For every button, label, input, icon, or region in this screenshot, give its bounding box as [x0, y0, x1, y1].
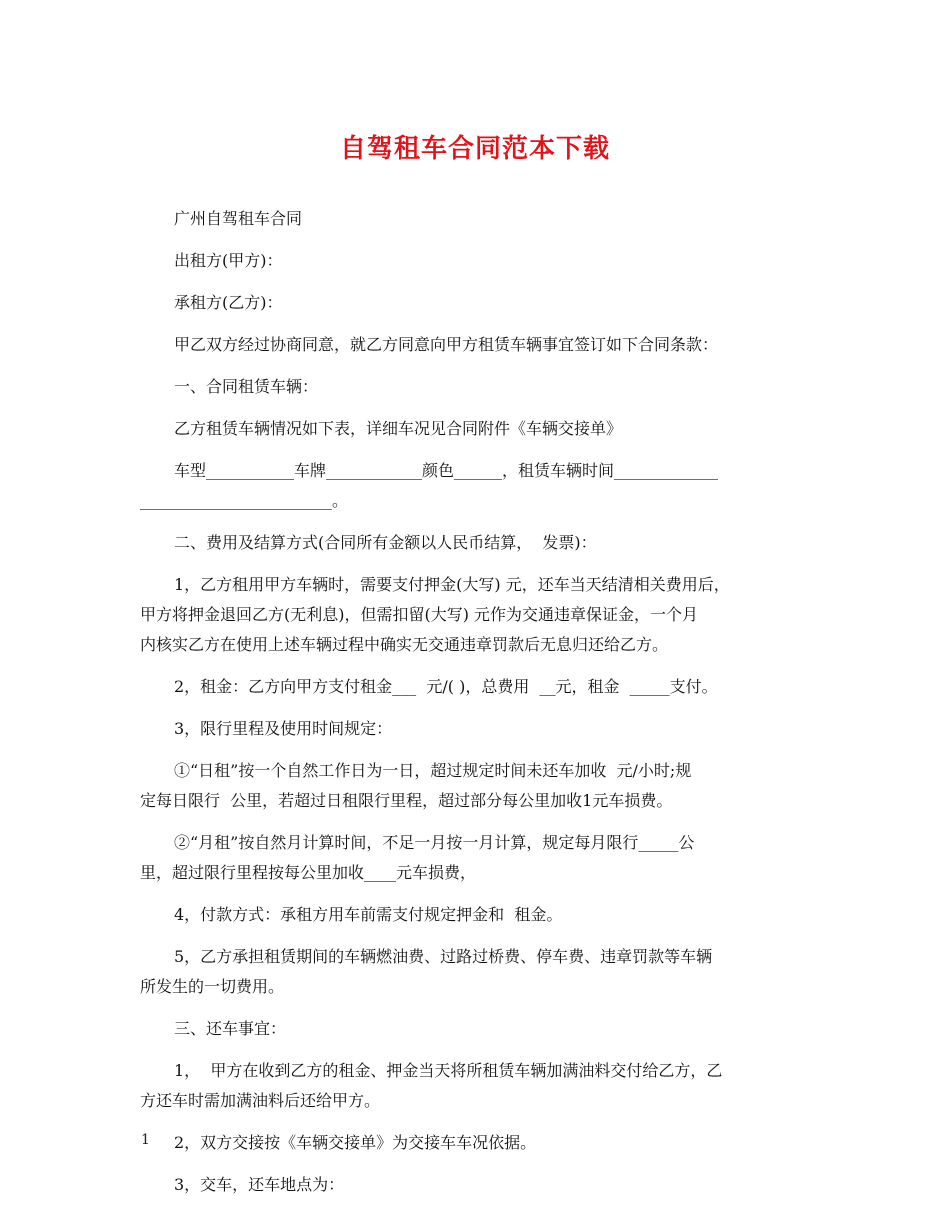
- text-line: 乙方租赁车辆情况如下表，详细车况见合同附件《车辆交接单》: [174, 419, 623, 438]
- paragraph-deposit: [140, 570, 812, 660]
- text-line: 所发生的一切费用。: [140, 977, 285, 996]
- text-line: 2，双方交接按《车辆交接单》为交接车车况依据。: [174, 1133, 537, 1152]
- page-number: 1: [141, 1132, 150, 1148]
- paragraph-city-contract: [140, 204, 812, 234]
- paragraph-location: [140, 1170, 812, 1200]
- paragraph-lessor: [140, 246, 812, 276]
- paragraph-vehicle-details: [140, 414, 812, 444]
- text-line: 里，超过限行里程按每公里加收____元车损费，: [140, 863, 477, 882]
- paragraph-vehicle-fields: [140, 456, 812, 516]
- paragraph-handover: [140, 1128, 812, 1158]
- text-line: 甲方将押金退回乙方(无利息)，但需扣留(大写) 元作为交通违章保证金，一个月: [140, 605, 699, 624]
- text-line: 车型___________车牌____________颜色______，租赁车辆时间_____________: [174, 461, 719, 480]
- paragraph-fuel: [140, 1056, 812, 1116]
- text-line: 甲乙双方经过协商同意，就乙方同意向甲方租赁车辆事宜签订如下合同条款：: [174, 335, 719, 354]
- text-line: 一、合同租赁车辆：: [174, 377, 319, 396]
- paragraph-lessee: [140, 288, 812, 318]
- text-line: 三、还车事宜：: [174, 1019, 287, 1038]
- text-line: 4，付款方式：承租方用车前需支付规定押金和 租金。: [174, 905, 563, 924]
- text-line: ②“月租”按自然月计算时间，不足一月按一月计算，规定每月限行_____公: [174, 833, 695, 852]
- text-line: 2，租金：乙方向甲方支付租金___ 元/( )，总费用 __元，租金 _____支付。: [174, 677, 718, 696]
- paragraph-daily-rent: [140, 756, 812, 816]
- text-line: ①“日租”按一个自然工作日为一日，超过规定时间未还车加收 元/小时;规: [174, 761, 692, 780]
- text-line: 二、费用及结算方式(合同所有金额以人民币结算， 发票)：: [174, 533, 597, 552]
- text-line: 广州自驾租车合同: [174, 209, 303, 228]
- document-body: [140, 204, 812, 1200]
- paragraph-agreement: [140, 330, 812, 360]
- text-line: 出租方(甲方)：: [174, 251, 283, 270]
- section-heading-vehicle: [140, 372, 812, 402]
- paragraph-expenses: [140, 942, 812, 1002]
- section-heading-return: [140, 1014, 812, 1044]
- section-heading-fees: [140, 528, 812, 558]
- document-title: 自驾租车合同范本下载: [339, 134, 610, 164]
- paragraph-monthly-rent: [140, 828, 812, 888]
- paragraph-mileage-rules: [140, 714, 812, 744]
- text-line: 3，交车，还车地点为：: [174, 1175, 345, 1194]
- paragraph-payment-method: [140, 900, 812, 930]
- text-line: 内核实乙方在使用上述车辆过程中确实无交通违章罚款后无息归还给乙方。: [140, 635, 669, 654]
- text-line: 3，限行里程及使用时间规定：: [174, 719, 393, 738]
- text-line: 1， 甲方在收到乙方的租金、押金当天将所租赁车辆加满油料交付给乙方，乙: [174, 1061, 723, 1080]
- text-line: 1，乙方租用甲方车辆时，需要支付押金(大写) 元，还车当天结清相关费用后，: [174, 575, 730, 594]
- text-line: 定每日限行 公里，若超过日租限行里程，超过部分每公里加收1元车损费。: [140, 791, 673, 810]
- text-line: 5，乙方承担租赁期间的车辆燃油费、过路过桥费、停车费、违章罚款等车辆: [174, 947, 713, 966]
- text-line: ________________________。: [140, 491, 349, 510]
- paragraph-rent: [140, 672, 812, 702]
- text-line: 承租方(乙方)：: [174, 293, 283, 312]
- text-line: 方还车时需加满油料后还给甲方。: [140, 1091, 381, 1110]
